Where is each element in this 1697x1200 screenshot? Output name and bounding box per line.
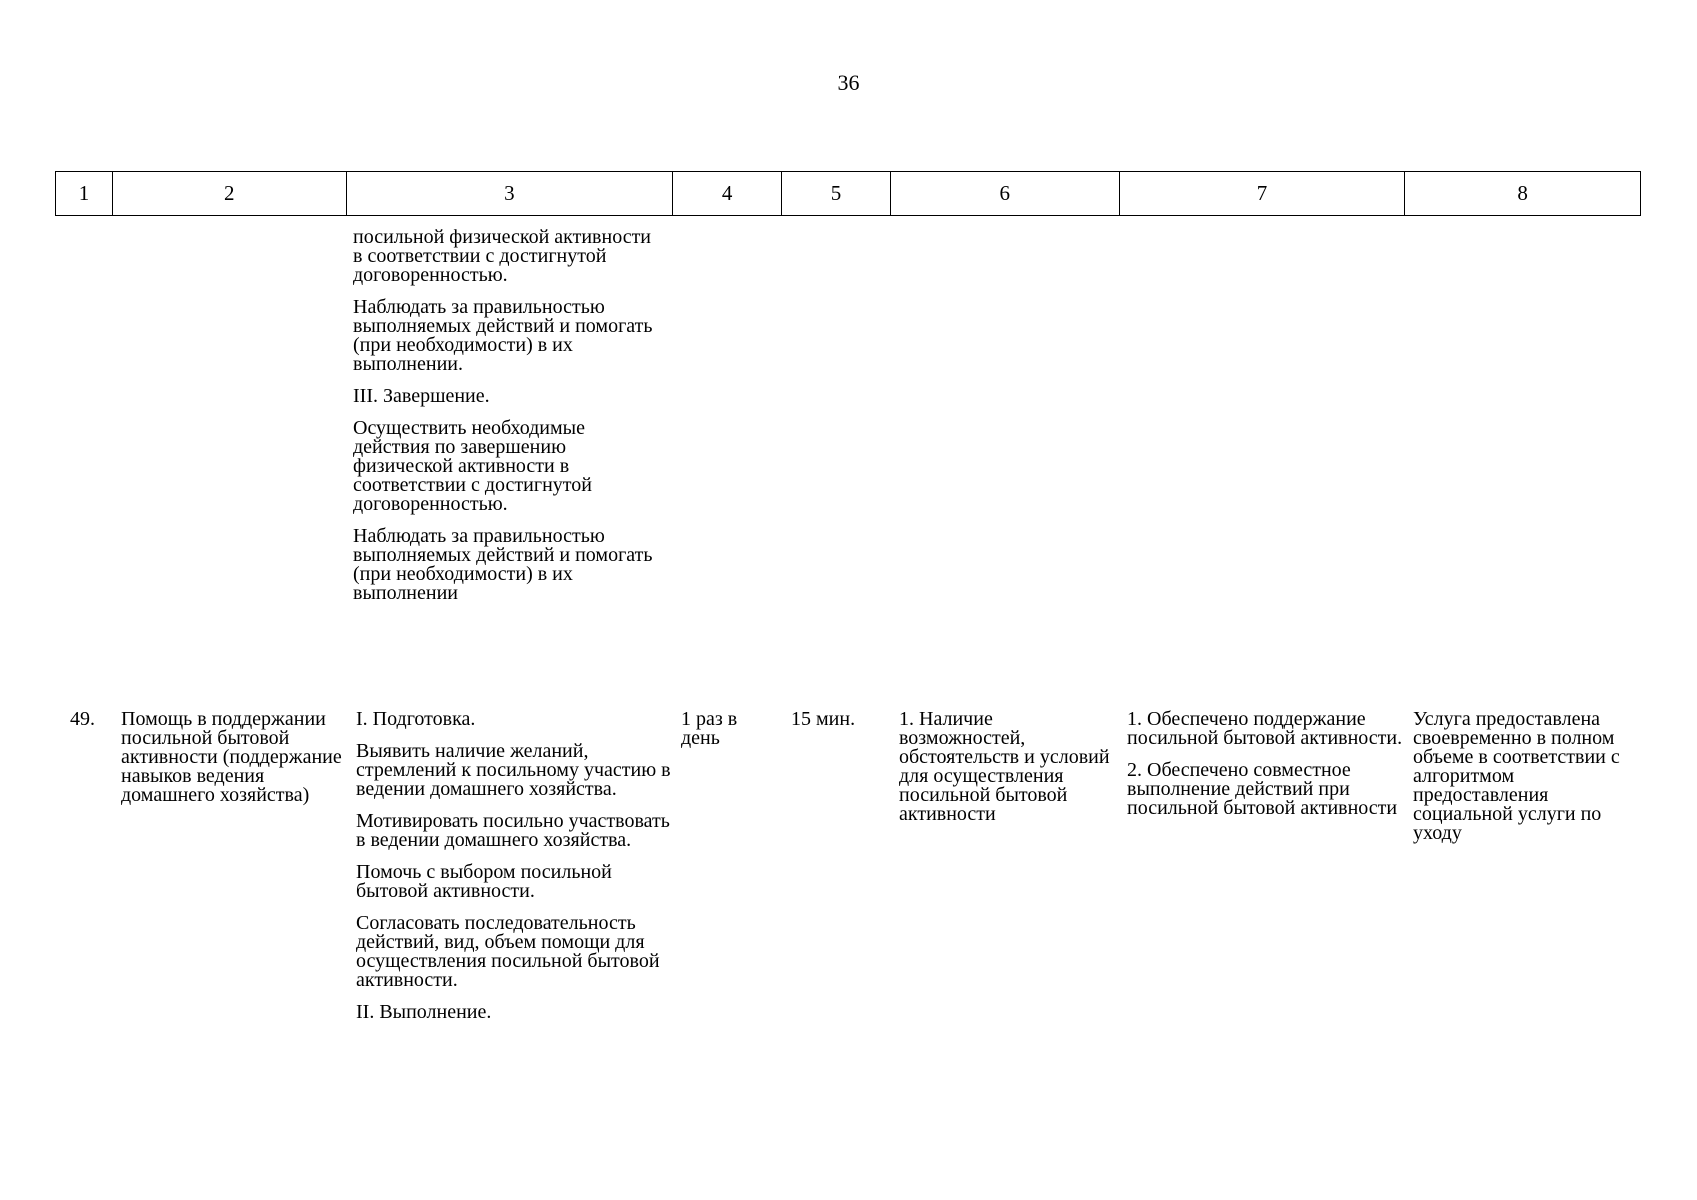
column-header-5: 5	[782, 172, 891, 215]
continued-actions-cell	[353, 228, 663, 616]
column-header-8: 8	[1517, 181, 1528, 205]
action-paragraph: Мотивировать посильно участвовать в ведении домашнего хозяйства.	[356, 810, 670, 851]
action-paragraph: Выявить наличие желаний, стремлений к посильному участию в ведении домашнего хозяйства.	[356, 740, 671, 800]
duration-cell: 15 мин.	[791, 708, 856, 730]
result-paragraph: 2. Обеспечено совместное выполнение действий при посильной бытовой активности	[1127, 759, 1398, 819]
page-number: 36	[837, 70, 860, 95]
evaluation-cell: Услуга предоставлена своевременно в полном объеме в соответствии с алгоритмом предоставления социальной услуги по уходу	[1413, 708, 1620, 844]
result-paragraph: 1. Обеспечено поддержание посильной бытовой активности.	[1127, 708, 1403, 749]
action-paragraph: Помочь с выбором посильной бытовой активности.	[356, 861, 612, 902]
conditions-cell: 1. Наличие возможностей, обстоятельств и условий для осуществления посильной бытовой активности	[899, 708, 1110, 825]
column-header-7: 7	[1120, 172, 1406, 215]
service-actions-cell	[356, 710, 676, 1035]
stage-heading: II. Выполнение.	[356, 1001, 492, 1023]
column-header-4: 4	[673, 172, 782, 215]
column-header-3: 3	[347, 172, 674, 215]
action-paragraph: Согласовать последовательность действий, вид, объем помощи для осуществления посильной бытовой активности.	[356, 912, 660, 991]
action-paragraph: Наблюдать за правильностью выполняемых действий и помогать (при необходимости) в их выполнении.	[353, 296, 653, 375]
stage-heading: I. Подготовка.	[356, 708, 476, 730]
action-paragraph: Наблюдать за правильностью выполняемых действий и помогать (при необходимости) в их выполнении	[353, 525, 653, 604]
service-name: Помощь в поддержании посильной бытовой активности (поддержание навыков ведения домашнего хозяйства)	[121, 708, 342, 806]
row-number: 49.	[70, 708, 95, 730]
results-cell	[1127, 710, 1407, 831]
column-header-2: 2	[113, 172, 347, 215]
table-header-row	[55, 171, 1641, 216]
action-paragraph: посильной физической активности в соответствии с достигнутой договоренностью.	[353, 226, 652, 286]
column-header-6: 6	[891, 172, 1120, 215]
stage-heading: III. Завершение.	[353, 385, 490, 407]
action-paragraph: Осуществить необходимые действия по завершению физической активности в соответствии с достигнутой договоренностью.	[353, 417, 592, 515]
frequency-cell: 1 раз в день	[681, 708, 738, 749]
column-header-1: 1	[56, 172, 113, 215]
